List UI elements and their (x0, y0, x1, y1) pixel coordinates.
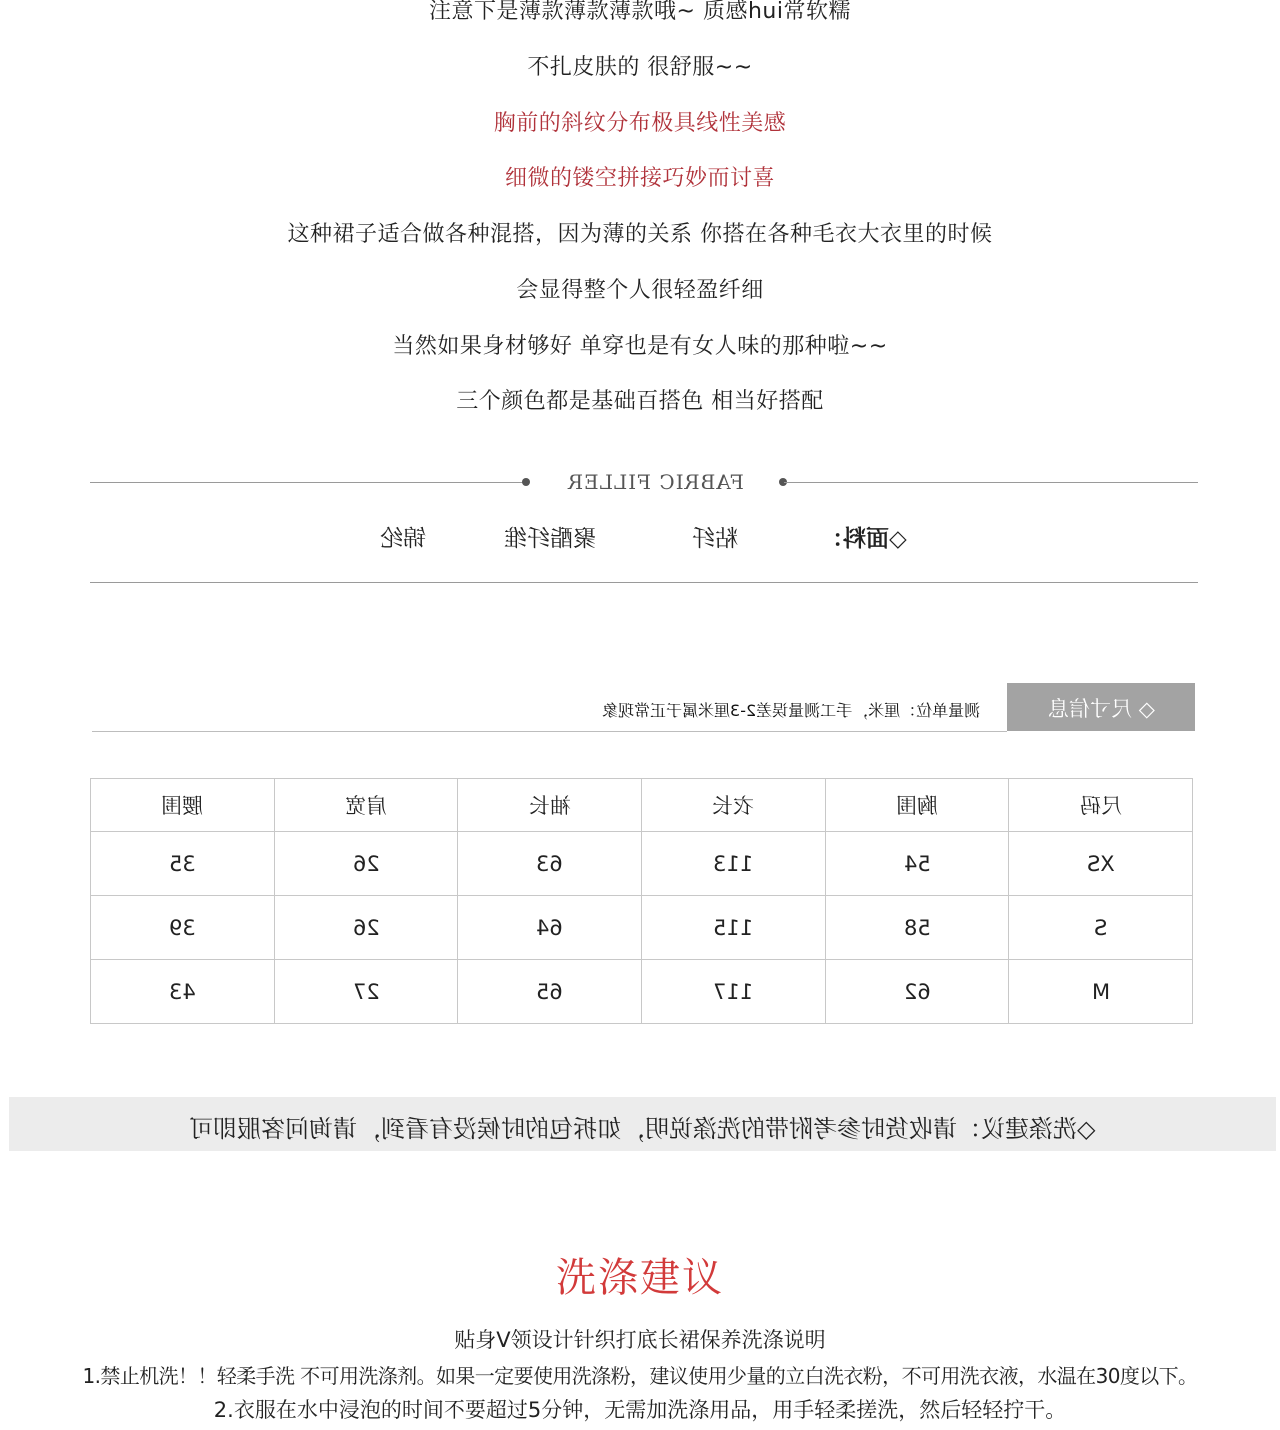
intro-line-3-highlight: 胸前的斜纹分布极具线性美感 (493, 111, 787, 136)
wash-title: 洗涤建议 (556, 1255, 724, 1301)
header-size: 尺码 (1009, 779, 1193, 832)
fabric-divider-dot-left (522, 478, 530, 486)
size-info-tab (1007, 683, 1195, 731)
fabric-item-1: 粘纤 (692, 526, 738, 552)
intro-line-4-highlight: 细微的镂空拼接巧妙而讨喜 (504, 166, 775, 191)
intro-line-2: 不扎皮肤的 很舒服~~ (527, 55, 753, 80)
fabric-divider-left (90, 482, 526, 483)
fabric-item-3: 锦纶 (380, 526, 426, 552)
wash-instruction-2: 2.衣服在水中浸泡的时间不要超过5分钟，无需加洗涤用品，用手轻柔搓洗，然后轻轻拧干。 (213, 1398, 1067, 1422)
table-row: 43 27 65 117 62 M (91, 960, 1193, 1024)
header-waist: 腰围 (91, 779, 275, 832)
header-shoulder: 肩宽 (274, 779, 458, 832)
fabric-title-text: FABRIC FILLER (566, 470, 744, 494)
intro-line-7: 当然如果身材够好 单穿也是有女人味的那种啦~~ (392, 334, 888, 359)
table-row: 35 26 63 113 54 XS (91, 832, 1193, 896)
fabric-bottom-divider (90, 582, 1198, 583)
size-unit-note: 测量单位：厘米，手工测量误差2-3厘米属于正常现象 (601, 701, 980, 720)
table-header-row (91, 779, 1193, 832)
header-length: 衣长 (641, 779, 825, 832)
header-bust: 胸围 (825, 779, 1009, 832)
wash-instruction-1: 1.禁止机洗！！轻柔手洗 不可用洗涤剂。如果一定要使用洗涤粉，建议使用少量的立白洗衣粉，不可用洗衣液，水温在30度以下。 (82, 1364, 1198, 1388)
table-row: 39 26 64 115 58 S (91, 896, 1193, 960)
intro-line-8: 三个颜色都是基础百搭色 相当好搭配 (456, 389, 824, 414)
fabric-title (540, 470, 770, 494)
intro-line-6: 会显得整个人很轻盈纤细 (516, 278, 764, 303)
fabric-label: ◇面料： (820, 526, 907, 552)
intro-line-5: 这种裙子适合做各种混搭，因为薄的关系 你搭在各种毛衣大衣里的时候 (287, 222, 993, 247)
wash-subtitle: 贴身V领设计针织打底长裙保养洗涤说明 (454, 1328, 826, 1352)
fabric-divider-right (784, 482, 1198, 483)
header-sleeve: 袖长 (458, 779, 642, 832)
wash-notice-banner (9, 1097, 1276, 1151)
wash-notice-text: ◇洗涤建议：请收货时参考附带的洗涤说明，如拆包的时候没有看到，请询问客服即可 (189, 1115, 1096, 1143)
size-info-tab-label: ◇ 尺寸信息 (1047, 697, 1155, 721)
size-table (90, 778, 1193, 1024)
intro-line-1: 注意下是薄款薄款薄款哦~ 质感hui常软糯 (429, 0, 851, 24)
size-info-underline (92, 731, 1007, 732)
fabric-materials (380, 520, 920, 556)
fabric-item-2: 聚酯纤维 (504, 526, 596, 552)
